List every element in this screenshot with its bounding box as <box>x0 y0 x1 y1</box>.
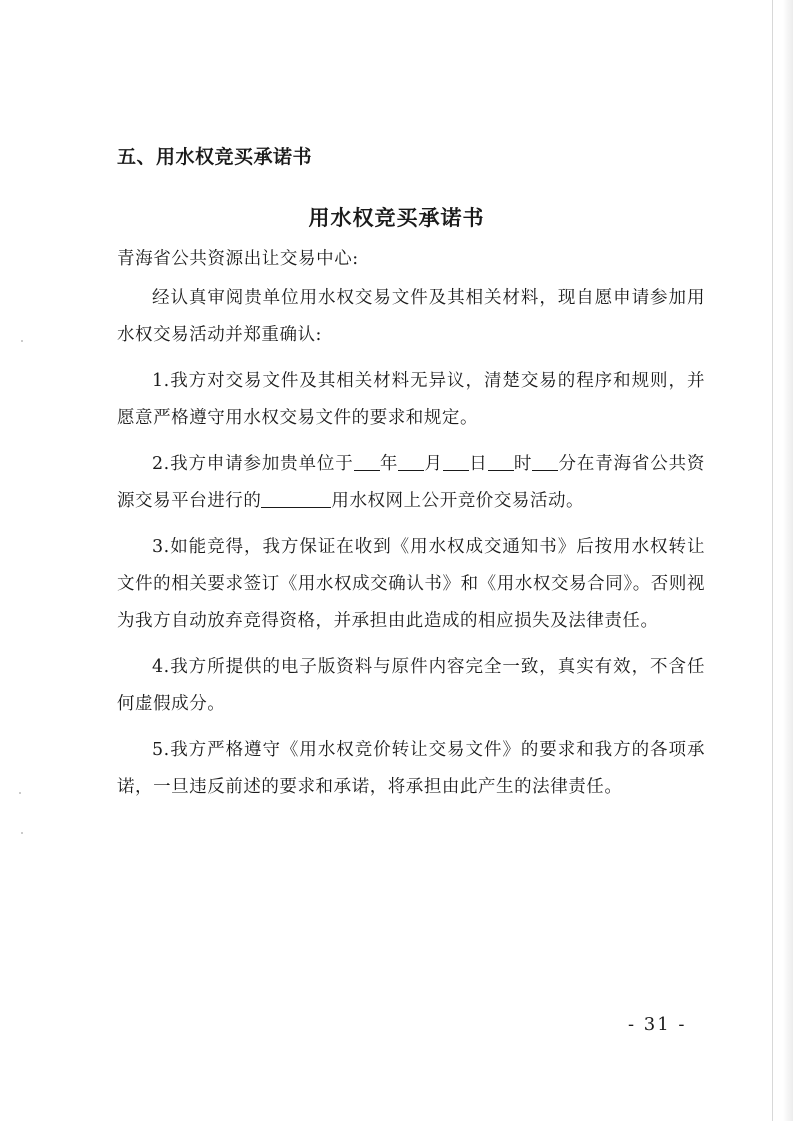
item2-text-start: 2.我方申请参加贵单位于 <box>152 454 354 474</box>
commitment-item-5: 5.我方严格遵守《用水权竞价转让交易文件》的要求和我方的各项承诺，一旦违反前述的要求和承诺，将承担由此产生的法律责任。 <box>117 740 705 797</box>
commitment-body <box>117 280 705 815</box>
blank-day[interactable] <box>443 453 469 472</box>
item2-text-end: 用水权网上公开竞价交易活动。 <box>331 491 585 511</box>
page-number: - 31 - <box>628 1014 687 1035</box>
scan-speck <box>21 832 23 834</box>
scan-speck <box>21 340 23 342</box>
intro-paragraph: 经认真审阅贵单位用水权交易文件及其相关材料，现自愿申请参加用水权交易活动并郑重确认: <box>117 288 705 345</box>
scan-speck <box>19 792 21 794</box>
commitment-item-1: 1.我方对交易文件及其相关材料无异议，清楚交易的程序和规则，并愿意严格遵守用水权交易文件的要求和规定。 <box>117 371 705 428</box>
item2-text-middle: 分在青海省公共资源交易平台进行的 <box>117 454 705 511</box>
hour-label: 时 <box>513 454 533 474</box>
blank-hour[interactable] <box>488 453 514 472</box>
document-title: 用水权竞买承诺书 <box>308 206 485 230</box>
addressee-line: 青海省公共资源出让交易中心: <box>117 249 359 269</box>
commitment-item-2 <box>117 446 705 520</box>
page-edge-shadow <box>783 0 793 1121</box>
blank-year[interactable] <box>354 453 380 472</box>
year-label: 年 <box>379 454 399 474</box>
section-heading: 五、用水权竞买承诺书 <box>117 146 313 168</box>
blank-minute[interactable] <box>532 453 558 472</box>
blank-project-name[interactable] <box>261 490 331 509</box>
month-label: 月 <box>424 454 443 474</box>
page-edge-line <box>772 0 773 1121</box>
commitment-item-3: 3.如能竞得，我方保证在收到《用水权成交通知书》后按用水权转让文件的相关要求签订《用水权成交确认书》和《用水权交易合同》。否则视为我方自动放弃竞得资格，并承担由此造成的相应损失及法律责任。 <box>117 537 705 631</box>
commitment-item-4: 4.我方所提供的电子版资料与原件内容完全一致，真实有效，不含任何虚假成分。 <box>117 657 705 714</box>
blank-month[interactable] <box>398 453 424 472</box>
day-label: 日 <box>468 454 488 474</box>
